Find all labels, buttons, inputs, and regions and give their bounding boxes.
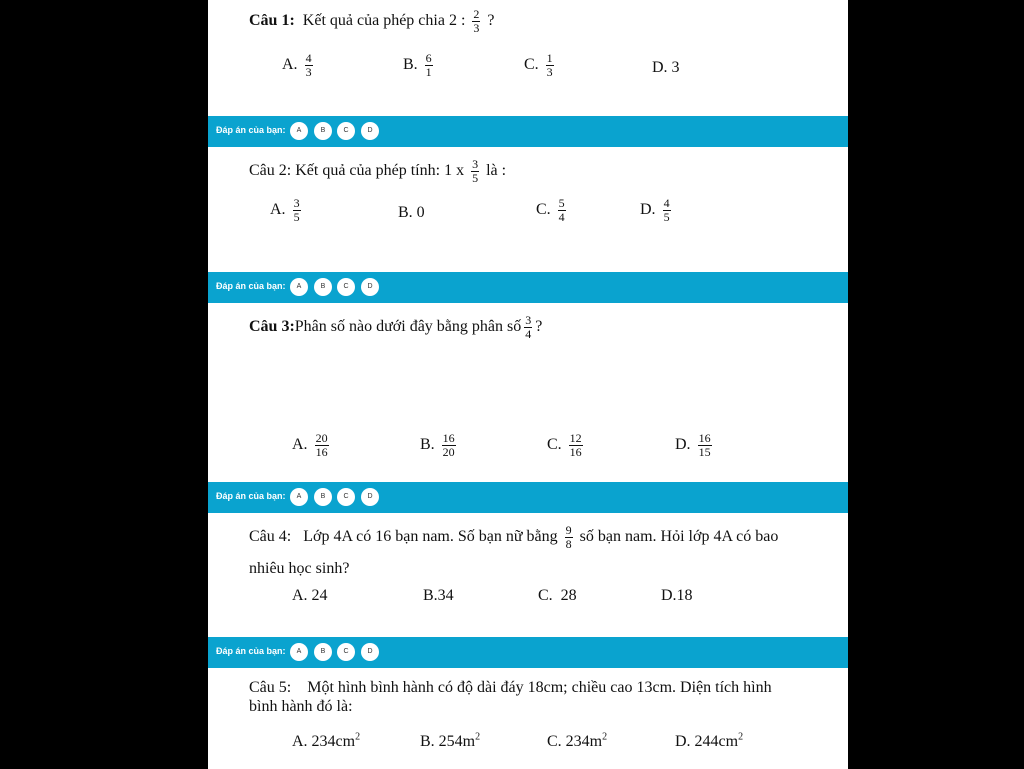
question-1-label: Câu 1: — [249, 12, 295, 30]
question-1-fraction: $\frac{2}{3}$ — [473, 7, 480, 35]
question-2-fraction: $\frac{3}{5}$ — [472, 157, 479, 185]
question-3-fraction: $\frac{3}{4}$ — [525, 313, 532, 341]
answer-1-option-a[interactable]: A — [290, 122, 308, 140]
answer-1-option-d[interactable]: D — [361, 122, 379, 140]
question-2-answer-c: C. $\frac{5}{4}$ — [536, 196, 565, 224]
question-4-fraction: $\frac{9}{8}$ — [565, 523, 572, 551]
answer-bar-2: Đáp án của bạn: A B C D — [208, 272, 848, 303]
question-3-text: Phân số nào dưới đây bằng phân số — [294, 318, 522, 336]
answer-4-option-b[interactable]: B — [314, 643, 332, 661]
question-5-answer-a: A. $234cm^2$ — [292, 731, 361, 750]
question-5-label: Câu 5: — [249, 679, 292, 696]
question-2: Câu 2: Kết quả của phép tính: 1 x $\frac{3}{5}$ là : — [249, 157, 507, 185]
answer-2-option-d[interactable]: D — [361, 278, 379, 296]
question-1-text: Kết quả của phép chia 2 : — [302, 12, 466, 30]
answer-3-option-d[interactable]: D — [361, 488, 379, 506]
question-5-answer-c: C. $234m^2$ — [547, 731, 608, 750]
question-3-answer-b: B. $\frac{16}{20}$ — [420, 431, 455, 459]
question-3: Câu 3:Phân số nào dưới đây bằng phân số $\frac{3}{4}$ ? — [249, 313, 543, 341]
answer-bar-4: Đáp án của bạn: A B C D — [208, 637, 848, 668]
question-4-answer-d: D.18 — [661, 587, 693, 604]
answer-1-option-c[interactable]: C — [337, 122, 355, 140]
question-5-answer-d: D. $244cm^2$ — [675, 731, 744, 750]
answer-bar-1: Đáp án của bạn: A B C D — [208, 116, 848, 147]
question-4-answer-a: A. 24 — [292, 587, 328, 604]
answer-2-option-a[interactable]: A — [290, 278, 308, 296]
answer-2-option-b[interactable]: B — [314, 278, 332, 296]
answer-3-option-a[interactable]: A — [290, 488, 308, 506]
question-1-answer-d: D. 3 — [652, 59, 680, 76]
question-3-answer-a: A. $\frac{20}{16}$ — [292, 431, 328, 459]
question-3-answer-c: C. $\frac{12}{16}$ — [547, 431, 582, 459]
question-4-answer-c: C. 28 — [538, 587, 577, 604]
question-5-answer-b: B. $254m^2$ — [420, 731, 481, 750]
question-1-answer-c: C. $\frac{1}{3}$ — [524, 51, 553, 79]
answer-3-option-c[interactable]: C — [337, 488, 355, 506]
question-5-line-2: bình hành đó là: — [249, 698, 353, 715]
answer-2-option-c[interactable]: C — [337, 278, 355, 296]
question-4: Câu 4: Lớp 4A có 16 bạn nam. Số bạn nữ bằng $\frac{9}{8}$ số bạn nam. Hỏi lớp 4A có bao — [249, 523, 779, 551]
question-5-text: Một hình bình hành có độ dài đáy 18cm; chiều cao 13cm. Diện tích hình — [307, 679, 772, 696]
question-1-answer-a: A. $\frac{4}{3}$ — [282, 51, 312, 79]
quiz-page — [208, 0, 848, 769]
question-2-answer-a: A. $\frac{3}{5}$ — [270, 196, 300, 224]
question-2-answer-d: D. $\frac{4}{5}$ — [640, 196, 670, 224]
question-4-text: Lớp 4A có 16 bạn nam. Số bạn nữ bằng — [303, 528, 558, 546]
question-2-label: Câu 2 — [249, 162, 287, 180]
answer-4-option-d[interactable]: D — [361, 643, 379, 661]
question-2-text: : Kết quả của phép tính: 1 x — [286, 162, 465, 180]
question-3-answer-d: D. $\frac{16}{15}$ — [675, 431, 711, 459]
answer-3-option-b[interactable]: B — [314, 488, 332, 506]
question-1-answer-b: B. $\frac{6}{1}$ — [403, 51, 432, 79]
question-4-label: Câu 4: — [249, 528, 292, 546]
question-1: Câu 1: Kết quả của phép chia 2 : $\frac{2}{3}$ ? — [249, 7, 495, 35]
question-4-line-2: nhiêu học sinh? — [249, 560, 350, 577]
question-2-answer-b: B. 0 — [398, 204, 425, 221]
question-4-answer-b: B.34 — [423, 587, 454, 604]
answer-bar-3: Đáp án của bạn: A B C D — [208, 482, 848, 513]
answer-4-option-c[interactable]: C — [337, 643, 355, 661]
answer-1-option-b[interactable]: B — [314, 122, 332, 140]
question-3-label: Câu 3: — [249, 318, 295, 336]
answer-4-option-a[interactable]: A — [290, 643, 308, 661]
